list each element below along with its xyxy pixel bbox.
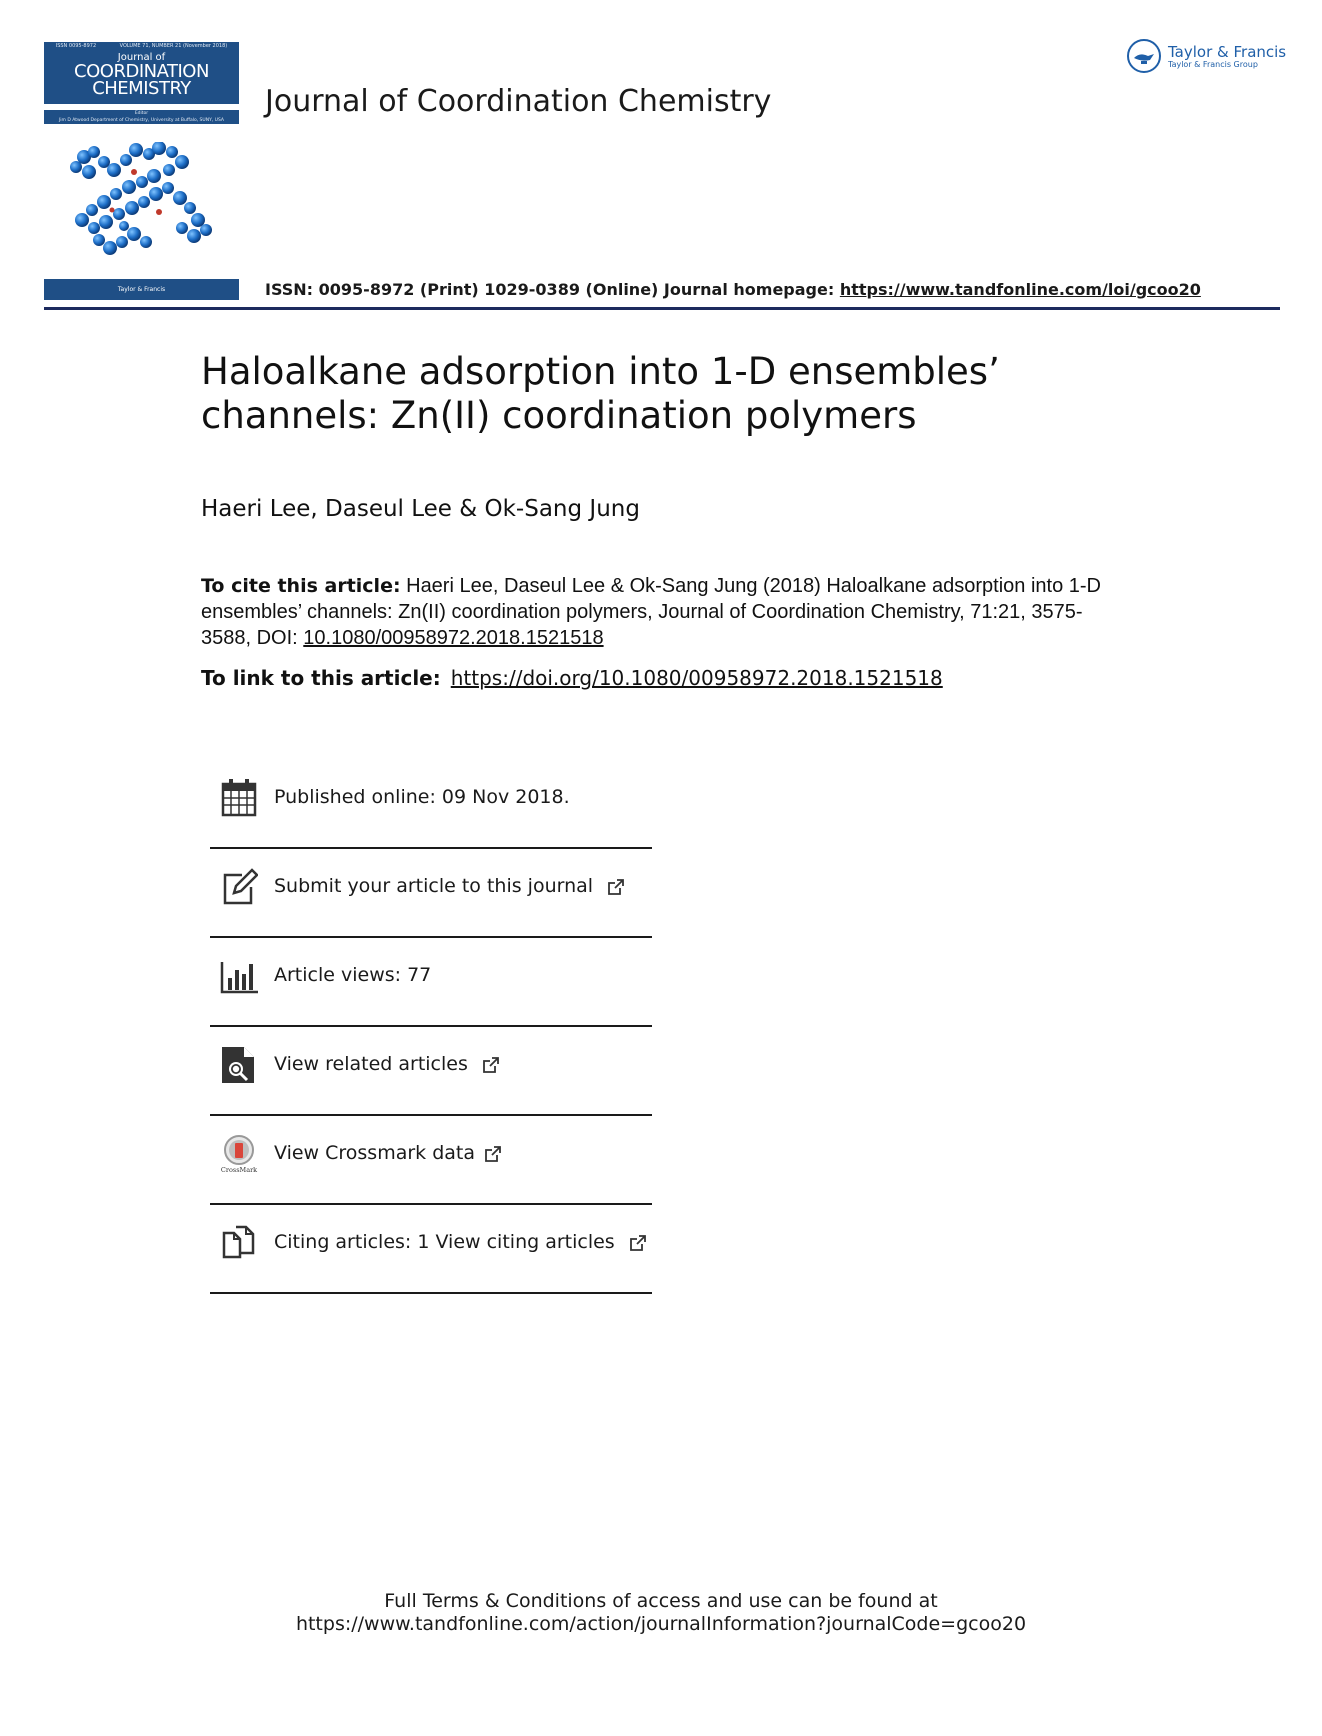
cover-editor: [44, 110, 239, 124]
submit-article-label[interactable]: [274, 875, 625, 897]
related-articles-label[interactable]: [274, 1053, 500, 1075]
submit-article-text[interactable]: Submit your article to this journal: [274, 875, 594, 897]
article-authors: Haeri Lee, Daseul Lee & Ok-Sang Jung: [201, 496, 640, 522]
cover-banner: [44, 42, 239, 104]
journal-title: Journal of Coordination Chemistry: [265, 84, 772, 119]
external-link-icon: [484, 1145, 502, 1163]
document-search-icon: [220, 1045, 258, 1085]
cover-editor-name: Jim D Atwood Department of Chemistry, University at Buffalo, SUNY, USA: [58, 118, 224, 123]
external-link-icon: [607, 878, 625, 896]
cover-journal-of: Journal of: [117, 52, 166, 63]
cover-chemistry: CHEMISTRY: [92, 78, 191, 99]
molecule-illustration: [64, 142, 224, 267]
citing-articles-row[interactable]: [210, 1203, 652, 1294]
crossmark-icon: [220, 1134, 258, 1174]
related-articles-row[interactable]: [210, 1025, 652, 1116]
article-link-row: [201, 666, 943, 690]
issn-line: [265, 280, 1201, 299]
link-label: To link to this article:: [201, 666, 441, 690]
edit-icon: [220, 867, 258, 907]
submit-article-row[interactable]: [210, 847, 652, 938]
cover-editor-label: Editor: [134, 111, 149, 116]
published-online-label: Published online: 09 Nov 2018.: [274, 786, 570, 808]
crossmark-row[interactable]: [210, 1114, 652, 1205]
article-views-label: Article views: 77: [274, 964, 432, 986]
crossmark-text[interactable]: View Crossmark data: [274, 1142, 476, 1164]
copy-documents-icon: [220, 1223, 258, 1263]
citation-label: To cite this article:: [201, 575, 401, 597]
citing-articles-label[interactable]: [274, 1231, 647, 1253]
cover-coordination: COORDINATION: [74, 61, 209, 82]
citation-block: [201, 573, 1101, 651]
external-link-icon: [482, 1056, 500, 1074]
header-divider: [44, 307, 1280, 310]
issn-text: ISSN: 0095-8972 (Print) 1029-0389 (Online) Journal homepage:: [265, 280, 840, 299]
published-online-row: [210, 758, 652, 849]
article-views-row: [210, 936, 652, 1027]
citing-articles-text[interactable]: Citing articles: 1 View citing articles: [274, 1231, 615, 1253]
journal-cover-image: [44, 42, 239, 300]
cover-publisher-band: Taylor & Francis: [44, 279, 239, 300]
citation-doi-link[interactable]: 10.1080/00958972.2018.1521518: [303, 627, 604, 649]
terms-url[interactable]: https://www.tandfonline.com/action/journalInformation?journalCode=gcoo20: [295, 1613, 1027, 1635]
journal-homepage-link[interactable]: https://www.tandfonline.com/loi/gcoo20: [839, 280, 1201, 299]
crossmark-icon-text: CrossMark: [220, 1166, 258, 1174]
external-link-icon: [629, 1234, 647, 1252]
terms-footer: [0, 1590, 1322, 1636]
taylor-francis-logo[interactable]: [1126, 38, 1286, 74]
related-articles-text[interactable]: View related articles: [274, 1053, 468, 1075]
tf-name: Taylor & Francis: [1168, 42, 1287, 61]
article-title: Haloalkane adsorption into 1-D ensembles’ channels: Zn(II) coordination polymers: [201, 350, 1000, 437]
tf-lamp-icon: [1126, 38, 1162, 74]
calendar-icon: [220, 778, 258, 818]
tf-group: Taylor & Francis Group: [1168, 59, 1258, 69]
cover-issn: ISSN 0095-8972: [55, 43, 97, 49]
citation-text: Haeri Lee, Daseul Lee & Ok-Sang Jung (2018) Haloalkane adsorption into 1-D ensembles’ channels: Zn(II) coordination polymers, Journal of Coordination Chemistry, 71:21, 3575-3588, DOI:: [201, 575, 1101, 649]
bar-chart-icon: [220, 956, 258, 996]
cover-volume: VOLUME 71, NUMBER 21 (November 2018): [119, 43, 228, 49]
terms-line: Full Terms & Conditions of access and use can be found at: [384, 1590, 938, 1612]
crossmark-label[interactable]: [274, 1142, 502, 1164]
article-doi-url[interactable]: https://doi.org/10.1080/00958972.2018.1521518: [450, 666, 943, 690]
